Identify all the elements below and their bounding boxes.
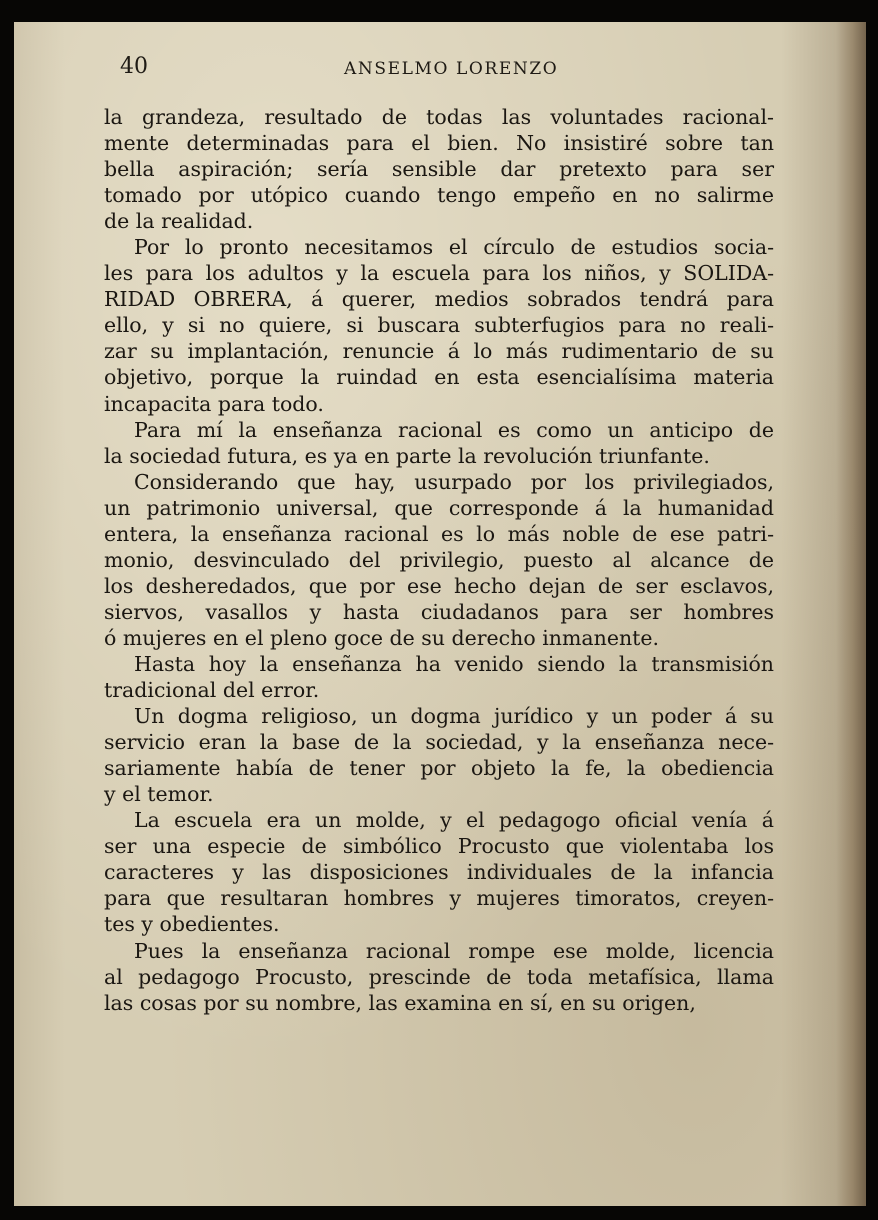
text-line: la grandeza, resultado de todas las voluntades racional- xyxy=(104,105,774,129)
text-line: incapacita para todo. xyxy=(104,391,324,416)
text-line: los desheredados, que por ese hecho dejan de ser esclavos, xyxy=(104,573,774,598)
text-line: Un dogma religioso, un dogma jurídico y un poder á su xyxy=(134,704,774,729)
text-line: un patrimonio universal, que corresponde á la humanidad xyxy=(104,495,774,520)
text-line: y el temor. xyxy=(104,782,214,807)
text-line: caracteres y las disposiciones individuales de la infancia xyxy=(104,860,774,885)
text-line: de la realidad. xyxy=(104,209,254,234)
text-line: bella aspiración; sería sensible dar pretexto para ser xyxy=(104,157,774,182)
book-page xyxy=(14,22,866,1206)
text-line: las cosas por su nombre, las examina en sí, en su origen, xyxy=(104,990,696,1015)
paragraph xyxy=(104,807,774,937)
text-line: ser una especie de simbólico Procusto que violentaba los xyxy=(104,834,774,859)
paragraph xyxy=(104,234,774,416)
body-text xyxy=(104,104,774,1016)
paragraph xyxy=(104,651,774,703)
text-line: la sociedad futura, es ya en parte la revolución triunfante. xyxy=(104,443,710,468)
paragraph xyxy=(104,469,774,651)
text-line: RIDAD OBRERA, á querer, medios sobrados tendrá para xyxy=(104,287,774,312)
text-line: zar su implantación, renuncie á lo más rudimentario de su xyxy=(104,339,774,364)
page-number: 40 xyxy=(120,54,148,79)
text-line: monio, desvinculado del privilegio, puesto al alcance de xyxy=(104,547,774,572)
text-line: Por lo pronto necesitamos el círculo de estudios socia- xyxy=(134,235,774,260)
text-line: objetivo, porque la ruindad en esta esencialísima materia xyxy=(104,365,774,390)
text-line: Pues la enseñanza racional rompe ese molde, licencia xyxy=(134,938,774,963)
text-line: Considerando que hay, usurpado por los privilegiados, xyxy=(134,469,774,494)
paragraph xyxy=(104,104,774,234)
text-line: ello, y si no quiere, si buscara subterfugios para no reali- xyxy=(104,313,774,338)
running-head: ANSELMO LORENZO xyxy=(344,59,559,79)
text-line: tomado por utópico cuando tengo empeño en no salirme xyxy=(104,183,774,208)
text-line: sariamente había de tener por objeto la fe, la obediencia xyxy=(104,756,774,781)
paragraph xyxy=(104,417,774,469)
text-line: mente determinadas para el bien. No insistiré sobre tan xyxy=(104,131,774,156)
text-line: La escuela era un molde, y el pedagogo oficial venía á xyxy=(134,808,774,833)
text-line: servicio eran la base de la sociedad, y la enseñanza nece- xyxy=(104,730,774,755)
page-edge-shadow xyxy=(836,22,866,1206)
text-line: siervos, vasallos y hasta ciudadanos para ser hombres xyxy=(104,599,774,624)
text-line: Para mí la enseñanza racional es como un anticipo de xyxy=(134,417,774,442)
text-line: al pedagogo Procusto, prescinde de toda metafísica, llama xyxy=(104,964,774,989)
text-line: tradicional del error. xyxy=(104,678,320,703)
text-line: Hasta hoy la enseñanza ha venido siendo la transmisión xyxy=(134,651,774,676)
text-line: ó mujeres en el pleno goce de su derecho inmanente. xyxy=(104,625,660,650)
text-line: entera, la enseñanza racional es lo más noble de ese patri- xyxy=(104,521,774,546)
text-line: para que resultaran hombres y mujeres timoratos, creyen- xyxy=(104,886,774,911)
paragraph xyxy=(104,703,774,807)
text-line: tes y obedientes. xyxy=(104,912,280,937)
paragraph xyxy=(104,938,774,1016)
text-line: les para los adultos y la escuela para los niños, y SOLIDA- xyxy=(104,261,774,286)
